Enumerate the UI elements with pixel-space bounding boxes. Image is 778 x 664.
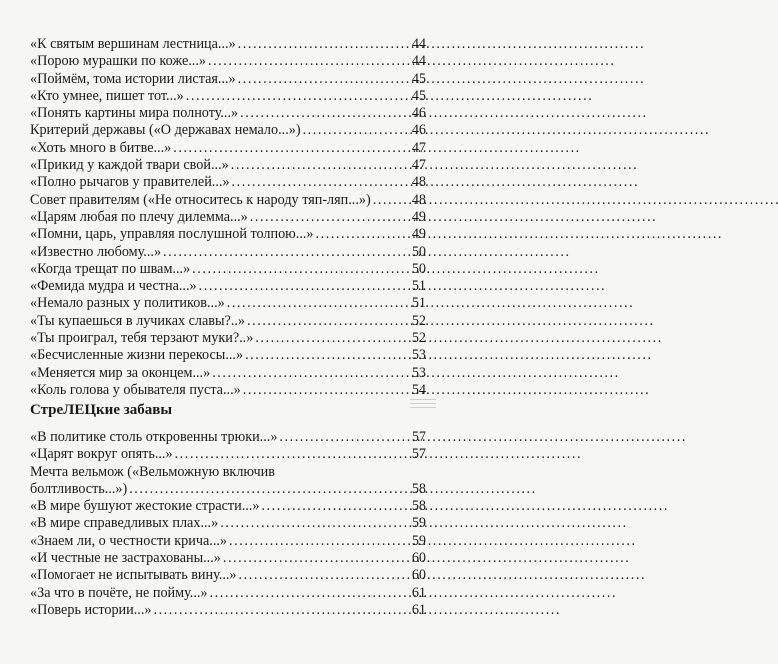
leader-dots [153, 602, 408, 619]
leader-dots [229, 533, 408, 550]
leader-dots [173, 140, 408, 157]
toc-entry-title: «Немало разных у политиков...» [30, 295, 225, 312]
toc-entry [30, 464, 426, 481]
toc-entry-page: 46 [411, 122, 426, 139]
leader-dots [316, 226, 408, 243]
leader-dots [240, 105, 408, 122]
leader-dots [243, 382, 408, 399]
toc-entry-title: «Понять картины мира полноту...» [30, 105, 239, 122]
leader-dots [239, 567, 408, 584]
toc-list [30, 36, 426, 399]
leader-dots [373, 192, 408, 209]
toc-entry [30, 140, 426, 157]
toc-entry-page: 59 [411, 532, 426, 549]
toc-entry-page: 58 [411, 480, 426, 497]
leader-dots [163, 244, 408, 261]
section-title: СтреЛЕЦкие забавы [30, 402, 173, 418]
toc-entry-page: 51 [411, 295, 426, 312]
leader-dots [227, 295, 408, 312]
toc-entry [30, 157, 426, 174]
toc-entry [30, 122, 426, 139]
toc-entry-page: 47 [411, 139, 426, 156]
toc-entry-page: 44 [411, 53, 426, 70]
toc-entry-page: 59 [411, 515, 426, 532]
toc-entry-title: «Бесчисленные жизни перекосы...» [30, 347, 244, 364]
toc-entry [30, 347, 426, 364]
leader-dots [210, 585, 408, 602]
toc-entry-page: 48 [411, 174, 426, 191]
leader-dots [129, 481, 408, 498]
leader-dots [231, 157, 408, 174]
toc-entry [30, 365, 426, 382]
toc-entry-title: «Хоть много в битве...» [30, 139, 172, 156]
toc-entry-page: 45 [411, 87, 426, 104]
toc-entry-title: «Ты купаешься в лучиках славы?..» [30, 312, 246, 329]
toc-entry [30, 105, 426, 122]
toc-entry-title: «Прикид у каждой твари свой...» [30, 157, 229, 174]
toc-entry [30, 382, 426, 399]
toc-entry-title: «Ты проиграл, тебя терзают муки?..» [30, 330, 254, 347]
leader-dots [245, 347, 408, 364]
toc-entry-title: «В мире бушуют жестокие страсти...» [30, 498, 260, 515]
toc-entry-title: «За что в почёте, не пойму...» [30, 584, 208, 601]
leader-dots [192, 261, 408, 278]
toc-entry-page: 54 [411, 381, 426, 398]
toc-entry-page: 47 [411, 157, 426, 174]
leader-dots [186, 88, 408, 105]
toc-entry [30, 498, 426, 515]
toc-entry-title: Критерий державы («О державах немало...») [30, 122, 301, 139]
toc-entry-title: «Царям любая по плечу дилемма...» [30, 208, 248, 225]
leader-dots [175, 446, 408, 463]
toc-entry [30, 209, 426, 226]
toc-entry-title: «К святым вершинам лестница...» [30, 36, 236, 52]
leader-dots [303, 122, 408, 139]
toc-entry-page: 61 [411, 601, 426, 618]
toc-entry-title: «Кто умнее, пишет тот...» [30, 87, 184, 104]
toc-entry [30, 244, 426, 261]
toc-entry-title: «Когда трещат по швам...» [30, 260, 191, 277]
toc-entry-page: 60 [411, 550, 426, 567]
toc-entry [30, 88, 426, 105]
toc-entry-title: «Полно рычагов у правителей...» [30, 174, 230, 191]
toc-entry-page: 61 [411, 584, 426, 601]
toc-entry-page: 48 [411, 191, 426, 208]
toc-entry [30, 330, 426, 347]
leader-dots [199, 278, 408, 295]
toc-entry [30, 36, 426, 53]
toc-entry-page: 51 [411, 278, 426, 295]
toc-entry-page: 57 [411, 446, 426, 463]
leader-dots [212, 365, 408, 382]
toc-entry [30, 429, 426, 446]
toc-entry-page: 50 [411, 260, 426, 277]
toc-entry-title: Мечта вельмож («Вельможную включив [30, 463, 275, 480]
toc-entry-page: 52 [411, 312, 426, 329]
leader-dots [232, 174, 408, 191]
toc-entry [30, 192, 426, 209]
leader-dots [247, 313, 408, 330]
toc-entry-page: 52 [411, 330, 426, 347]
leader-dots [279, 429, 408, 446]
toc-entry [30, 515, 426, 532]
leader-dots [238, 71, 408, 88]
toc-entry-title: «Поймём, тома истории листая...» [30, 70, 236, 87]
toc-entry [30, 261, 426, 278]
toc-entry [30, 567, 426, 584]
toc-entry [30, 71, 426, 88]
toc-entry-title: «Фемида мудра и честна...» [30, 278, 197, 295]
toc-entry-title: «Порою мурашки по коже...» [30, 53, 206, 70]
toc-entry-page: 57 [411, 429, 426, 445]
toc-entry [30, 585, 426, 602]
leader-dots [250, 209, 408, 226]
toc-entry-page: 58 [411, 498, 426, 515]
toc-entry [30, 550, 426, 567]
toc-entry-title: «Помогает не испытывать вину...» [30, 567, 237, 584]
toc-entry-page: 53 [411, 364, 426, 381]
leader-dots [255, 330, 408, 347]
toc-entry-title: Совет правителям («Не относитесь к народу тяп-ляп...») [30, 191, 371, 208]
toc-entry [30, 295, 426, 312]
toc-entry [30, 481, 426, 498]
leader-dots [261, 498, 408, 515]
toc-entry [30, 446, 426, 463]
toc-entry-title: «В мире справедливых плах...» [30, 515, 219, 532]
toc-entry-title: «Помни, царь, управляя послушной толпою...» [30, 226, 314, 243]
toc-entry [30, 313, 426, 330]
toc-entry [30, 174, 426, 191]
leader-dots [238, 36, 408, 53]
toc-entry-page: 45 [411, 70, 426, 87]
toc-entry-title: болтливость...») [30, 480, 128, 497]
toc-entry-page: 44 [411, 36, 426, 52]
toc-entry-title: «И честные не застрахованы...» [30, 550, 221, 567]
toc-entry-page: 53 [411, 347, 426, 364]
leader-dots [223, 550, 408, 567]
toc-entry-title: «Известно любому...» [30, 243, 162, 260]
toc-entry [30, 278, 426, 295]
pencil-marks [410, 396, 436, 416]
toc-entry [30, 533, 426, 550]
toc-entry [30, 226, 426, 243]
toc-entry-title: «Знаем ли, о честности крича...» [30, 532, 228, 549]
toc-entry-page: 60 [411, 567, 426, 584]
toc-entry-title: «Поверь истории...» [30, 601, 152, 618]
leader-dots [220, 515, 408, 532]
toc-entry-page: 49 [411, 226, 426, 243]
toc-entry [30, 53, 426, 70]
toc-entry-title: «В политике столь откровенны трюки...» [30, 429, 278, 445]
leader-dots [208, 53, 408, 70]
toc-entry-page: 46 [411, 105, 426, 122]
toc-list-2 [30, 429, 426, 619]
toc-entry-title: «Меняется мир за оконцем...» [30, 364, 211, 381]
toc-entry-title: «Царят вокруг опять...» [30, 446, 173, 463]
toc-entry-title: «Коль голова у обывателя пуста...» [30, 381, 241, 398]
toc-entry [30, 602, 426, 619]
toc-entry-page: 50 [411, 243, 426, 260]
toc-entry-page: 49 [411, 208, 426, 225]
